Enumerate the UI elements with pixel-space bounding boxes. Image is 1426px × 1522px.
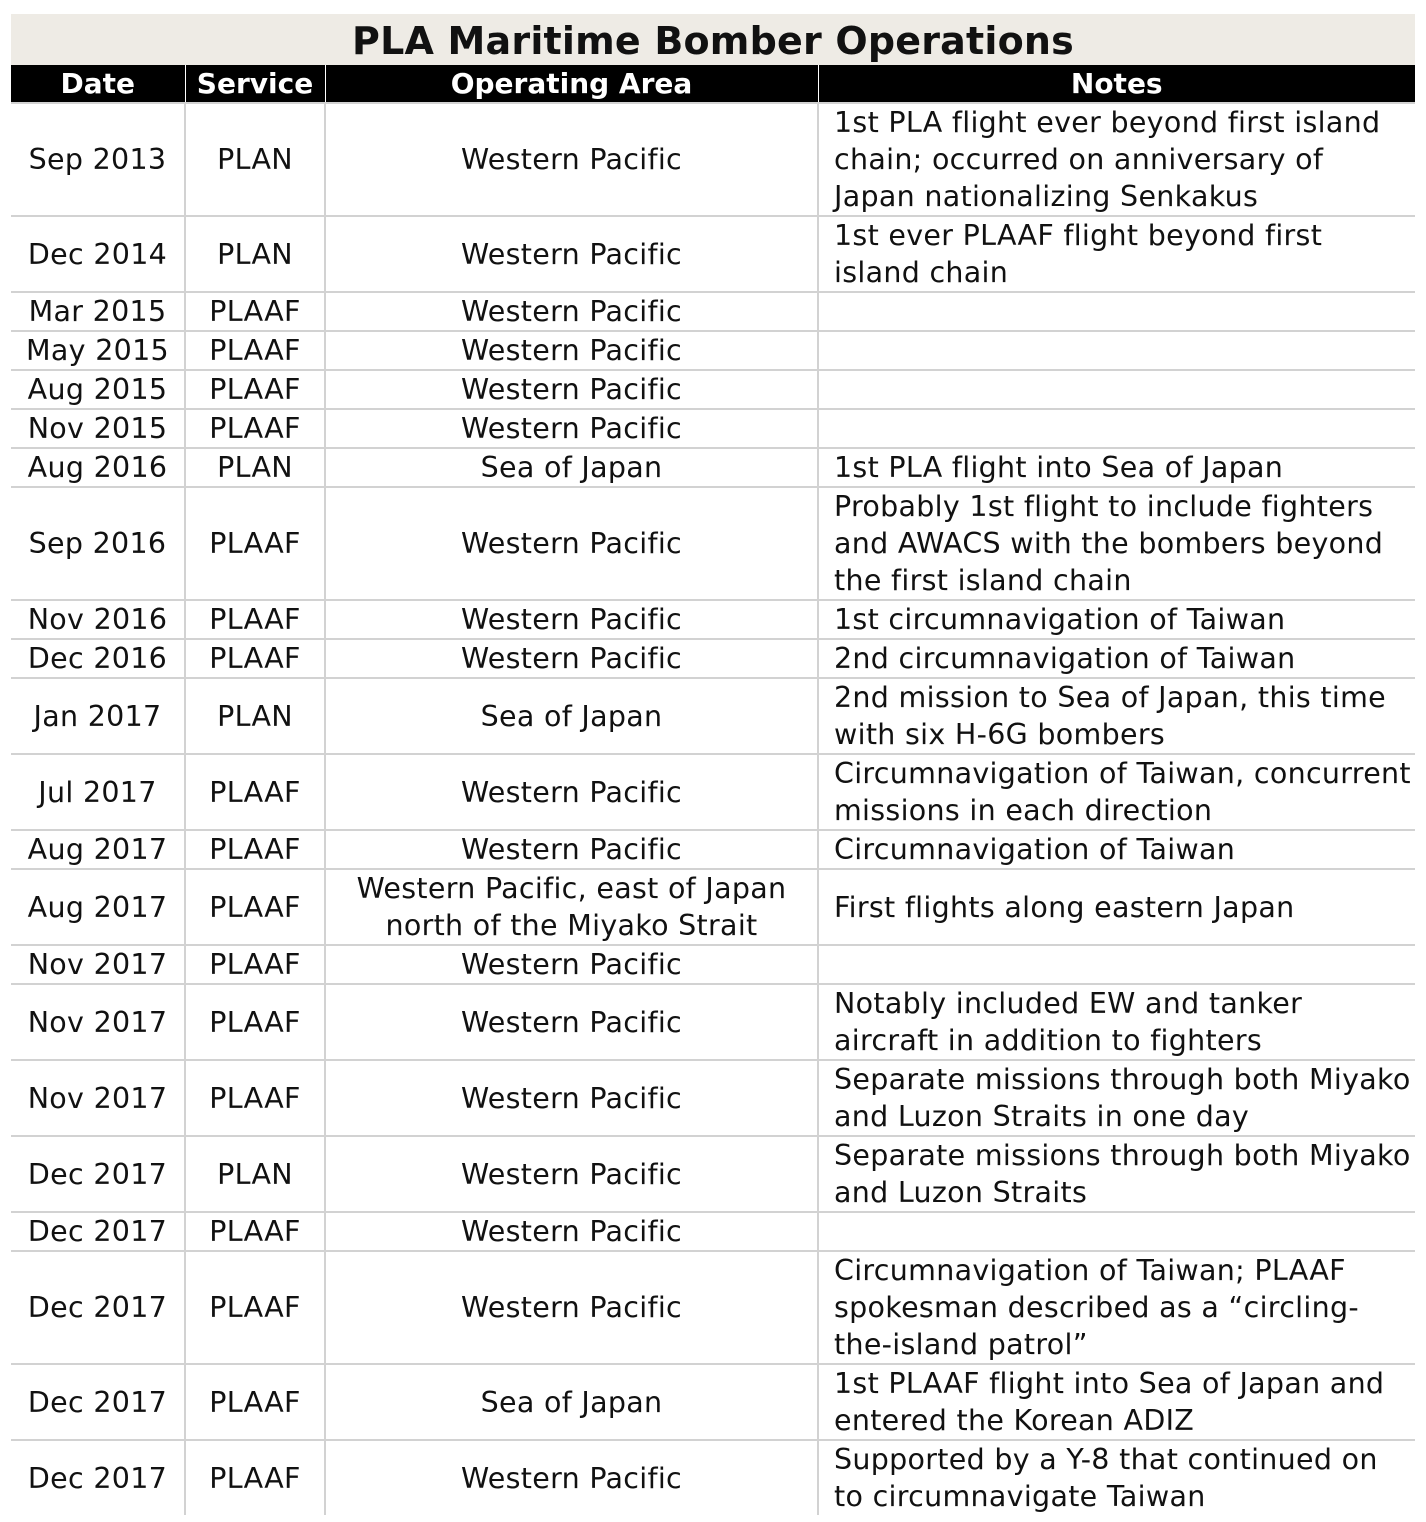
table-row <box>11 678 1415 754</box>
service-cell: PLAN <box>185 448 325 487</box>
notes-cell: Separate missions through both Miyako and Luzon Straits <box>818 1136 1415 1212</box>
table-row <box>11 600 1415 639</box>
area-cell: Western Pacific <box>325 331 818 370</box>
notes-cell <box>818 292 1415 331</box>
date-cell: Dec 2016 <box>11 639 185 678</box>
date-cell: Nov 2015 <box>11 409 185 448</box>
notes-cell: Notably included EW and tanker aircraft in addition to fighters <box>818 984 1415 1060</box>
area-cell: Western Pacific <box>325 945 818 984</box>
service-cell: PLAAF <box>185 487 325 600</box>
notes-cell: 1st PLA flight ever beyond first island chain; occurred on anniversary of Japan nationalizing Senkakus <box>818 103 1415 216</box>
area-cell: Western Pacific <box>325 103 818 216</box>
service-cell: PLAN <box>185 678 325 754</box>
table-row <box>11 409 1415 448</box>
table-row <box>11 1060 1415 1136</box>
notes-cell: 2nd circumnavigation of Taiwan <box>818 639 1415 678</box>
service-cell: PLAAF <box>185 331 325 370</box>
table-row <box>11 292 1415 331</box>
header-row <box>11 65 1415 103</box>
date-cell: Dec 2017 <box>11 1364 185 1440</box>
table-row <box>11 639 1415 678</box>
service-cell: PLAAF <box>185 754 325 830</box>
area-cell: Sea of Japan <box>325 448 818 487</box>
table-row <box>11 830 1415 869</box>
notes-cell <box>818 945 1415 984</box>
table-row <box>11 448 1415 487</box>
table-container <box>11 14 1415 1515</box>
date-cell: Dec 2017 <box>11 1136 185 1212</box>
date-cell: Dec 2017 <box>11 1440 185 1515</box>
notes-cell: First flights along eastern Japan <box>818 869 1415 945</box>
table-row <box>11 945 1415 984</box>
date-cell: Dec 2014 <box>11 216 185 292</box>
table-row <box>11 1136 1415 1212</box>
table-row <box>11 1251 1415 1364</box>
service-cell: PLAN <box>185 216 325 292</box>
area-cell: Western Pacific <box>325 1251 818 1364</box>
service-cell: PLAAF <box>185 370 325 409</box>
area-cell: Western Pacific <box>325 1440 818 1515</box>
table-row <box>11 103 1415 216</box>
area-cell: Western Pacific <box>325 216 818 292</box>
service-cell: PLAAF <box>185 1440 325 1515</box>
date-cell: Jul 2017 <box>11 754 185 830</box>
date-cell: Nov 2017 <box>11 984 185 1060</box>
area-cell: Western Pacific, east of Japan north of the Miyako Strait <box>325 869 818 945</box>
area-cell: Sea of Japan <box>325 1364 818 1440</box>
date-cell: Aug 2017 <box>11 869 185 945</box>
table-row <box>11 754 1415 830</box>
notes-cell: 2nd mission to Sea of Japan, this time with six H-6G bombers <box>818 678 1415 754</box>
area-cell: Western Pacific <box>325 370 818 409</box>
area-cell: Western Pacific <box>325 292 818 331</box>
date-cell: Nov 2017 <box>11 945 185 984</box>
date-cell: Jan 2017 <box>11 678 185 754</box>
operations-table <box>11 65 1415 1515</box>
area-cell: Western Pacific <box>325 1060 818 1136</box>
table-row <box>11 487 1415 600</box>
date-cell: Aug 2016 <box>11 448 185 487</box>
service-cell: PLAAF <box>185 1251 325 1364</box>
notes-cell: Circumnavigation of Taiwan; PLAAF spokesman described as a “circling-the-island patrol” <box>818 1251 1415 1364</box>
table-row <box>11 984 1415 1060</box>
area-cell: Western Pacific <box>325 639 818 678</box>
date-cell: Nov 2017 <box>11 1060 185 1136</box>
date-cell: Aug 2017 <box>11 830 185 869</box>
table-row <box>11 1212 1415 1251</box>
notes-cell <box>818 331 1415 370</box>
notes-cell <box>818 409 1415 448</box>
area-cell: Western Pacific <box>325 754 818 830</box>
notes-cell: Separate missions through both Miyako and Luzon Straits in one day <box>818 1060 1415 1136</box>
table-row <box>11 1364 1415 1440</box>
area-cell: Western Pacific <box>325 1212 818 1251</box>
service-cell: PLAAF <box>185 409 325 448</box>
date-cell: Aug 2015 <box>11 370 185 409</box>
table-title: PLA Maritime Bomber Operations <box>11 14 1415 65</box>
date-cell: Sep 2016 <box>11 487 185 600</box>
area-cell: Western Pacific <box>325 830 818 869</box>
service-cell: PLAAF <box>185 1212 325 1251</box>
date-cell: Nov 2016 <box>11 600 185 639</box>
area-cell: Western Pacific <box>325 1136 818 1212</box>
service-cell: PLAAF <box>185 830 325 869</box>
service-cell: PLAN <box>185 1136 325 1212</box>
service-cell: PLAAF <box>185 600 325 639</box>
notes-cell <box>818 370 1415 409</box>
notes-cell: 1st circumnavigation of Taiwan <box>818 600 1415 639</box>
column-header-service: Service <box>185 65 325 103</box>
date-cell: Dec 2017 <box>11 1251 185 1364</box>
table-row <box>11 869 1415 945</box>
date-cell: Mar 2015 <box>11 292 185 331</box>
notes-cell: Probably 1st flight to include fighters and AWACS with the bombers beyond the first island chain <box>818 487 1415 600</box>
notes-cell: 1st ever PLAAF flight beyond first island chain <box>818 216 1415 292</box>
column-header-operating-area: Operating Area <box>325 65 818 103</box>
table-row <box>11 216 1415 292</box>
service-cell: PLAAF <box>185 639 325 678</box>
service-cell: PLAAF <box>185 1364 325 1440</box>
table-row <box>11 331 1415 370</box>
service-cell: PLAN <box>185 103 325 216</box>
date-cell: Dec 2017 <box>11 1212 185 1251</box>
date-cell: Sep 2013 <box>11 103 185 216</box>
column-header-notes: Notes <box>818 65 1415 103</box>
service-cell: PLAAF <box>185 292 325 331</box>
column-header-date: Date <box>11 65 185 103</box>
notes-cell: 1st PLA flight into Sea of Japan <box>818 448 1415 487</box>
notes-cell: 1st PLAAF flight into Sea of Japan and entered the Korean ADIZ <box>818 1364 1415 1440</box>
area-cell: Western Pacific <box>325 600 818 639</box>
service-cell: PLAAF <box>185 869 325 945</box>
notes-cell: Circumnavigation of Taiwan, concurrent missions in each direction <box>818 754 1415 830</box>
notes-cell: Circumnavigation of Taiwan <box>818 830 1415 869</box>
notes-cell: Supported by a Y-8 that continued on to circumnavigate Taiwan <box>818 1440 1415 1515</box>
area-cell: Western Pacific <box>325 487 818 600</box>
area-cell: Western Pacific <box>325 409 818 448</box>
area-cell: Sea of Japan <box>325 678 818 754</box>
service-cell: PLAAF <box>185 1060 325 1136</box>
notes-cell <box>818 1212 1415 1251</box>
table-row <box>11 1440 1415 1515</box>
table-row <box>11 370 1415 409</box>
date-cell: May 2015 <box>11 331 185 370</box>
service-cell: PLAAF <box>185 984 325 1060</box>
area-cell: Western Pacific <box>325 984 818 1060</box>
service-cell: PLAAF <box>185 945 325 984</box>
